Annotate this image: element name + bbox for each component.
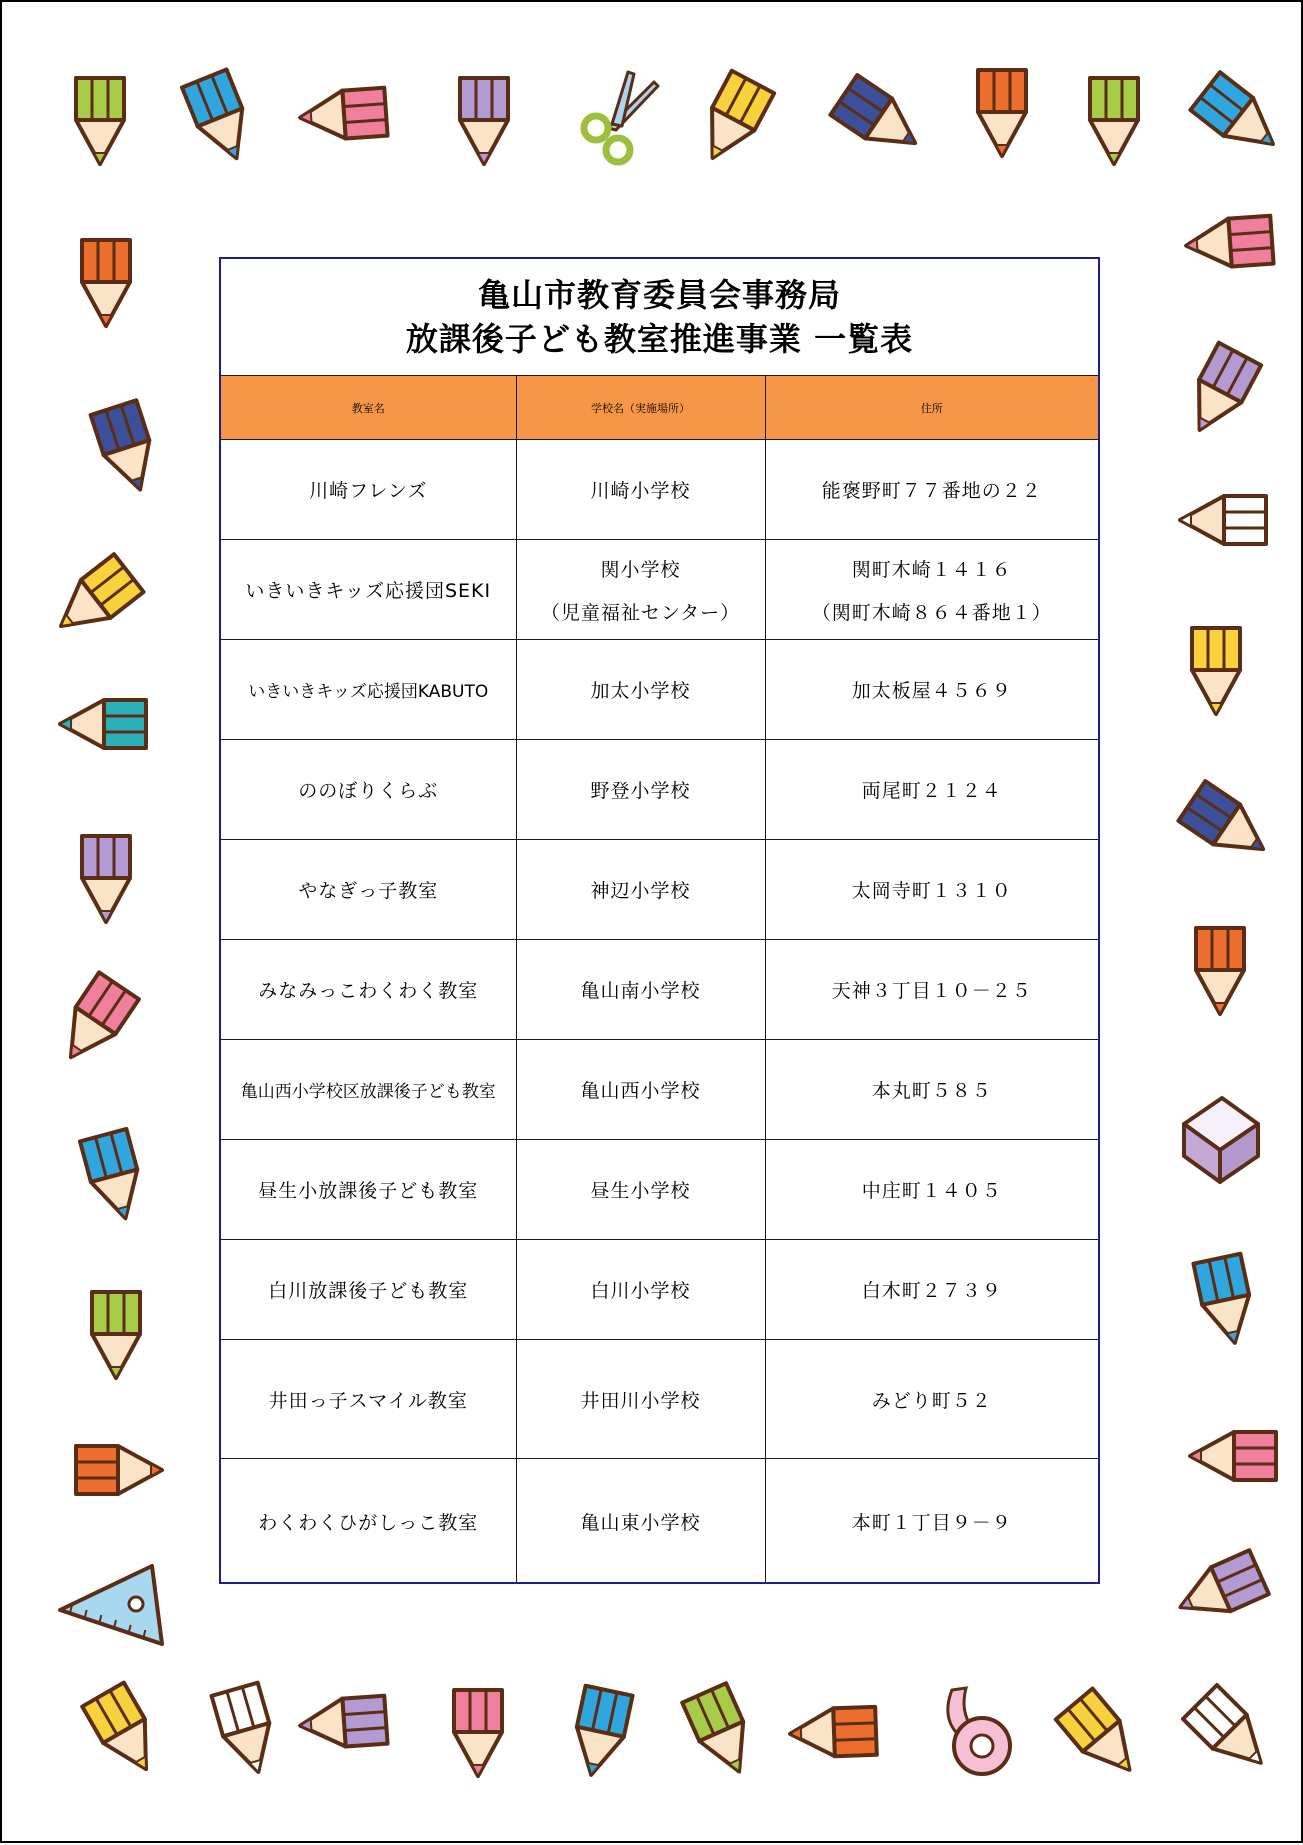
address-cell: 白木町２７３９ — [765, 1240, 1098, 1340]
classroom-list-sheet — [219, 257, 1100, 1584]
pencil-icon — [1193, 1254, 1258, 1348]
school-name-cell: 亀山南小学校 — [516, 940, 765, 1040]
school-name-cell: 野登小学校 — [516, 740, 765, 840]
school-location-text: （児童福祉センター） — [540, 601, 741, 624]
table-row — [221, 1140, 1098, 1240]
pencil-icon — [298, 1696, 387, 1750]
pencil-icon — [978, 70, 1026, 156]
pencil-icon — [1183, 1685, 1278, 1780]
school-name-cell: 川崎小学校 — [516, 440, 765, 540]
address-cell: 中庄町１４０５ — [765, 1140, 1098, 1240]
pencil-icon — [76, 78, 124, 164]
column-header-school: 学校名（実施場所） — [516, 376, 765, 440]
classroom-name-cell: ののぼりくらぶ — [221, 740, 516, 840]
title-block — [221, 259, 1098, 376]
table-row — [221, 540, 1098, 640]
classroom-name-cell: いきいきキッズ応援団SEKI — [221, 540, 516, 640]
table-row — [221, 640, 1098, 740]
school-name-cell: 加太小学校 — [516, 640, 765, 740]
classroom-name-cell: 昼生小放課後子ども教室 — [221, 1140, 516, 1240]
address-cell — [765, 540, 1098, 640]
school-name-cell: 神辺小学校 — [516, 840, 765, 940]
pencil-icon — [1196, 928, 1244, 1014]
school-name-text: 関小学校 — [600, 558, 681, 581]
pencil-icon — [1171, 1550, 1269, 1629]
pencil-icon — [1056, 1689, 1148, 1786]
classroom-name-cell: 井田っ子スマイル教室 — [221, 1340, 516, 1459]
page-subtitle: 放課後子ども教室推進事業 一覧表 — [405, 320, 914, 358]
pencil-icon — [76, 1446, 162, 1494]
pencil-icon — [182, 69, 259, 167]
pencil-icon — [691, 71, 774, 169]
table-row — [221, 1459, 1098, 1584]
tape-icon — [948, 1688, 1010, 1774]
pencil-icon — [454, 1690, 502, 1776]
address-text: 関町木崎１４１６ — [851, 558, 1012, 581]
pencil-icon — [92, 1292, 140, 1378]
classroom-name-cell: 川崎フレンズ — [221, 440, 516, 540]
pencil-icon — [82, 836, 130, 922]
pencil-icon — [82, 1683, 167, 1781]
pencil-icon — [60, 700, 146, 748]
classroom-name-cell: 亀山西小学校区放課後子ども教室 — [221, 1040, 516, 1140]
table-row — [221, 1040, 1098, 1140]
table-row — [221, 440, 1098, 540]
pencil-icon — [1190, 72, 1287, 163]
address-cell: 加太板屋４５６９ — [765, 640, 1098, 740]
pencil-icon — [1180, 496, 1266, 544]
pencil-icon — [568, 1686, 633, 1780]
classroom-table — [221, 376, 1098, 1583]
scissors-icon — [584, 72, 658, 162]
pencil-icon — [212, 1683, 282, 1779]
school-name-cell — [516, 540, 765, 640]
pencil-icon — [682, 1683, 761, 1781]
address-cell: 天神３丁目１０－２５ — [765, 940, 1098, 1040]
address-detail-text: （関町木崎８６４番地１） — [811, 601, 1052, 624]
column-header-address: 住所 — [765, 376, 1098, 440]
school-name-cell: 白川小学校 — [516, 1240, 765, 1340]
triangle-ruler-icon — [60, 1566, 162, 1644]
classroom-name-cell: わくわくひがしっこ教室 — [221, 1459, 516, 1584]
address-cell: 本町１丁目９－９ — [765, 1459, 1098, 1584]
pencil-icon — [789, 1707, 877, 1758]
pencil-icon — [82, 240, 130, 326]
pencil-icon — [1090, 78, 1138, 164]
address-cell: 能褒野町７７番地の２２ — [765, 440, 1098, 540]
classroom-name-cell: やなぎっ子教室 — [221, 840, 516, 940]
pencil-icon — [1192, 628, 1240, 714]
table-row — [221, 1340, 1098, 1459]
pencil-icon — [80, 1129, 149, 1224]
table-row — [221, 940, 1098, 1040]
pencil-icon — [1190, 1432, 1276, 1480]
address-cell: 太岡寺町１３１０ — [765, 840, 1098, 940]
page-title: 亀山市教育委員会事務局 — [477, 276, 841, 314]
address-cell: 両尾町２１２４ — [765, 740, 1098, 840]
pencil-icon — [830, 75, 928, 163]
table-row — [221, 840, 1098, 940]
pencil-icon — [1178, 343, 1261, 441]
classroom-name-cell: 白川放課後子ども教室 — [221, 1240, 516, 1340]
table-row — [221, 740, 1098, 840]
pencil-icon — [46, 554, 143, 645]
table-header-row — [221, 376, 1098, 440]
address-cell: みどり町５２ — [765, 1340, 1098, 1459]
pencil-icon — [91, 400, 163, 497]
school-name-cell: 昼生小学校 — [516, 1140, 765, 1240]
table-row — [221, 1240, 1098, 1340]
pencil-icon — [298, 88, 387, 142]
pencil-icon — [1178, 781, 1276, 869]
column-header-classroom: 教室名 — [221, 376, 516, 440]
school-name-cell: 井田川小学校 — [516, 1340, 765, 1459]
address-cell: 本丸町５８５ — [765, 1040, 1098, 1140]
pencil-icon — [1184, 216, 1273, 270]
school-name-cell: 亀山西小学校 — [516, 1040, 765, 1140]
eraser-icon — [1184, 1098, 1258, 1182]
pencil-icon — [460, 78, 508, 164]
school-name-cell: 亀山東小学校 — [516, 1459, 765, 1584]
pencil-icon — [51, 972, 139, 1070]
classroom-name-cell: いきいきキッズ応援団KABUTO — [221, 640, 516, 740]
classroom-name-cell: みなみっこわくわく教室 — [221, 940, 516, 1040]
